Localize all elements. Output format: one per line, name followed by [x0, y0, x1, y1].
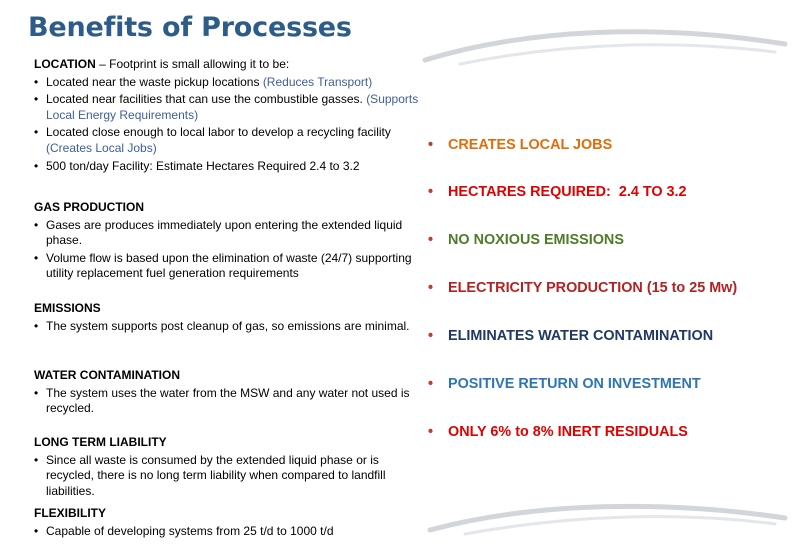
- section-heading: LONG TERM LIABILITY: [34, 435, 167, 449]
- section-heading: FLEXIBILITY: [34, 506, 106, 520]
- section-water-contamination: [34, 368, 424, 417]
- summary-item-residuals: [428, 424, 688, 440]
- list-item: [34, 251, 424, 282]
- summary-item-text: ELIMINATES WATER CONTAMINATION: [448, 328, 714, 344]
- bullet-icon: •: [428, 280, 434, 296]
- bullet-icon: •: [34, 452, 39, 467]
- summary-item-text: ELECTRICITY PRODUCTION (15 to 25 Mw): [448, 280, 738, 296]
- list-item-text: Since all waste is consumed by the extended liquid phase or is recycled, there is no long term liability when compared to landfill liabilities.: [46, 452, 386, 498]
- list-item-text: Capable of developing systems from 25 t/d to 1000 t/d: [46, 523, 334, 538]
- list-item: [34, 75, 424, 91]
- bullet-icon: •: [34, 92, 39, 107]
- bullet-icon: •: [34, 125, 39, 140]
- bullet-icon: •: [428, 184, 434, 200]
- list-item: [34, 453, 424, 500]
- list-item-text: The system uses the water from the MSW and any water not used is recycled.: [46, 385, 410, 416]
- summary-item-local-jobs: [428, 137, 612, 153]
- summary-item-electricity: [428, 280, 737, 296]
- summary-item-roi: [428, 376, 701, 392]
- page-title: Benefits of Processes: [28, 12, 352, 43]
- section-heading: [34, 57, 424, 73]
- summary-item-text: HECTARES REQUIRED: 2.4 TO 3.2: [448, 184, 687, 200]
- bullet-icon: •: [34, 74, 39, 89]
- summary-item-hectares: [428, 184, 687, 200]
- list-item-highlight: (Reduces Transport): [262, 74, 373, 89]
- bullet-icon: •: [34, 217, 39, 232]
- summary-item-text: POSITIVE RETURN ON INVESTMENT: [448, 376, 701, 392]
- list-item-text: Located near facilities that can use the combustible gasses.: [46, 92, 367, 107]
- list-item: [34, 125, 424, 156]
- list-item-text: Gases are produces immediately upon entering the extended liquid phase.: [46, 217, 403, 248]
- decorative-swoosh-top: [420, 20, 790, 70]
- section-heading-label: LOCATION: [34, 57, 96, 71]
- bullet-icon: •: [428, 137, 434, 153]
- bullet-icon: •: [428, 232, 434, 248]
- bullet-icon: •: [428, 376, 434, 392]
- bullet-icon: •: [428, 328, 434, 344]
- list-item: [34, 159, 424, 175]
- bullet-icon: •: [34, 158, 39, 173]
- list-item-text: Located near the waste pickup locations: [46, 74, 263, 89]
- section-location: [34, 57, 424, 174]
- section-heading-suffix: – Footprint is small allowing it to be:: [95, 57, 290, 71]
- section-heading: GAS PRODUCTION: [34, 200, 145, 214]
- list-item-highlight: (Supports Local Energy Requirements): [46, 92, 419, 122]
- bullet-icon: •: [34, 523, 39, 538]
- bullet-icon: •: [428, 424, 434, 440]
- bullet-icon: •: [34, 318, 39, 333]
- section-gas-production: [34, 200, 424, 282]
- section-heading: EMISSIONS: [34, 301, 101, 315]
- list-item-text: Volume flow is based upon the elimination of waste (24/7) supporting utility replacement fuel generation requirements: [46, 250, 412, 281]
- summary-item-emissions: [428, 232, 624, 248]
- section-emissions: [34, 301, 424, 334]
- summary-item-water: [428, 328, 713, 344]
- list-item: [34, 524, 424, 540]
- list-item: [34, 92, 424, 123]
- list-item-text: The system supports post cleanup of gas, so emissions are minimal.: [46, 318, 410, 333]
- list-item-highlight: (Creates Local Jobs): [46, 140, 157, 155]
- bullet-icon: •: [34, 250, 39, 265]
- summary-item-text: CREATES LOCAL JOBS: [448, 137, 613, 153]
- section-heading: WATER CONTAMINATION: [34, 368, 180, 382]
- section-flexibility: [34, 506, 424, 539]
- list-item-text: 500 ton/day Facility: Estimate Hectares Required 2.4 to 3.2: [46, 158, 360, 173]
- bullet-icon: •: [34, 385, 39, 400]
- list-item: [34, 319, 424, 335]
- section-long-term-liability: [34, 435, 424, 499]
- list-item-text: Located close enough to local labor to develop a recycling facility: [46, 125, 391, 140]
- decorative-swoosh-bottom: [425, 498, 790, 540]
- list-item: [34, 386, 424, 417]
- summary-item-text: ONLY 6% to 8% INERT RESIDUALS: [448, 424, 688, 440]
- list-item: [34, 218, 424, 249]
- summary-item-text: NO NOXIOUS EMISSIONS: [448, 232, 624, 248]
